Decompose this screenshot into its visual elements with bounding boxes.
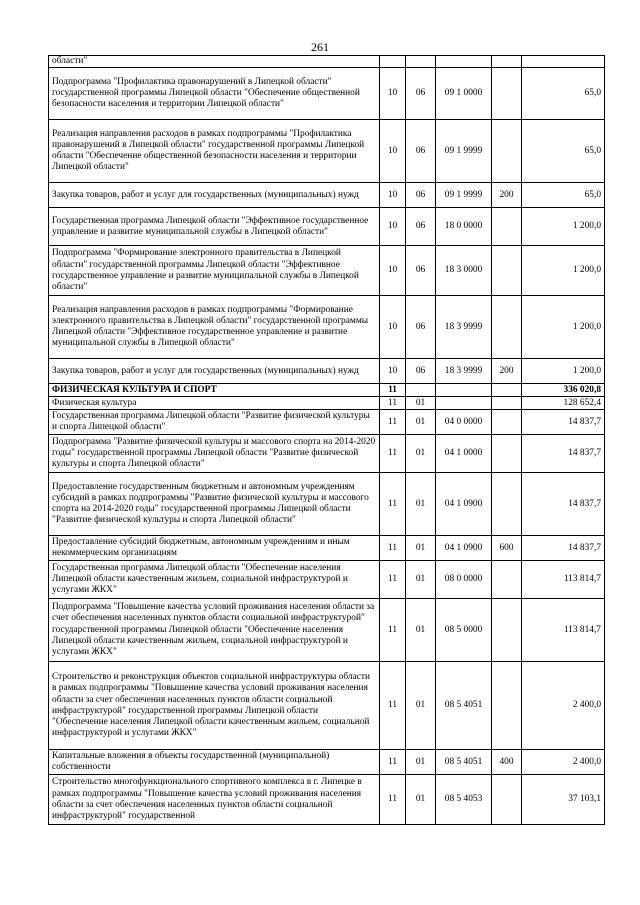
row-name-cell: Строительство и реконструкция объектов социальной инфраструктуры области в рамках подпрограммы "Повышение качества условий проживания населения области за счет обеспечения населенных пунктов области социальной инфраструктурой" государственной программы Липецкой области "Обеспечение населения Липецкой области качественным жильем, социальной инфраструктурой и услугами ЖКХ" — [49, 662, 380, 750]
table-row — [49, 397, 605, 410]
row-expense-type-cell — [492, 296, 522, 359]
table-row — [49, 536, 605, 561]
row-amount-cell: 1 200,0 — [522, 208, 605, 246]
table-row — [49, 359, 605, 384]
row-subsection-cell: 01 — [406, 561, 436, 599]
row-section-cell: 10 — [380, 120, 406, 183]
row-subsection-cell: 06 — [406, 208, 436, 246]
table-row — [49, 246, 605, 296]
row-name-cell: Государственная программа Липецкой области "Эффективное государственное управление и развитие муниципальной службы в Липецкой области" — [49, 208, 380, 246]
row-target-article-cell: 18 3 9999 — [436, 296, 492, 359]
row-name-cell: области" — [49, 56, 380, 68]
row-expense-type-cell — [492, 473, 522, 536]
row-expense-type-cell — [492, 410, 522, 435]
row-expense-type-cell: 200 — [492, 183, 522, 208]
row-subsection-cell: 01 — [406, 599, 436, 662]
row-expense-type-cell — [492, 561, 522, 599]
row-amount-cell: 65,0 — [522, 68, 605, 120]
row-subsection-cell: 06 — [406, 120, 436, 183]
row-target-article-cell — [436, 56, 492, 68]
table-row — [49, 68, 605, 120]
row-name-cell: Подпрограмма "Формирование электронного правительства в Липецкой области" государственной программы Липецкой области "Эффективное государственное управление и развитие муниципальной службы в Липецкой области" — [49, 246, 380, 296]
row-name-cell: Предоставление государственным бюджетным и автономным учреждениям субсидий в рамках подпрограммы "Развитие физической культуры и массового спорта на 2014-2020 годы" государственной программы Липецкой области "Развитие физической культуры и спорта Липецкой области" — [49, 473, 380, 536]
row-expense-type-cell: 600 — [492, 536, 522, 561]
row-expense-type-cell — [492, 435, 522, 473]
row-target-article-cell: 04 0 0000 — [436, 410, 492, 435]
row-name-cell: Физическая культура — [49, 397, 380, 410]
row-subsection-cell: 06 — [406, 246, 436, 296]
row-section-cell: 11 — [380, 750, 406, 775]
row-name-cell: Подпрограмма "Повышение качества условий проживания населения области за счет обеспечения населенных пунктов области социальной инфраструктурой" государственной программы Липецкой области "Обеспечение населения Липецкой области качественным жильем, социальной инфраструктурой и услугами ЖКХ" — [49, 599, 380, 662]
row-target-article-cell: 09 1 9999 — [436, 183, 492, 208]
row-subsection-cell: 06 — [406, 296, 436, 359]
row-section-cell: 11 — [380, 536, 406, 561]
row-amount-cell: 14 837,7 — [522, 536, 605, 561]
row-expense-type-cell — [492, 56, 522, 68]
row-section-cell: 10 — [380, 246, 406, 296]
row-name-cell: Предоставление субсидий бюджетным, автономным учреждениям и иным некоммерческим организациям — [49, 536, 380, 561]
row-section-cell: 11 — [380, 561, 406, 599]
row-amount-cell: 65,0 — [522, 183, 605, 208]
row-subsection-cell: 01 — [406, 536, 436, 561]
row-subsection-cell: 01 — [406, 410, 436, 435]
table-row — [49, 208, 605, 246]
page-number: 261 — [311, 40, 329, 54]
row-amount-cell: 37 103,1 — [522, 775, 605, 825]
row-target-article-cell: 18 3 9999 — [436, 359, 492, 384]
row-target-article-cell: 04 1 0900 — [436, 473, 492, 536]
row-target-article-cell: 08 5 0000 — [436, 599, 492, 662]
table-row — [49, 561, 605, 599]
table-row — [49, 775, 605, 825]
row-expense-type-cell — [492, 662, 522, 750]
row-name-cell: Реализация направления расходов в рамках подпрограммы "Профилактика правонарушений в Липецкой области" государственной программы Липецкой области "Обеспечение общественной безопасности населения и территории Липецкой области" — [49, 120, 380, 183]
row-target-article-cell: 08 5 4051 — [436, 662, 492, 750]
row-expense-type-cell — [492, 120, 522, 183]
table-row — [49, 296, 605, 359]
row-section-cell: 11 — [380, 410, 406, 435]
row-name-cell: Строительство многофункционального спортивного комплекса в г. Липецке в рамках подпрограммы "Повышение качества условий проживания населения области за счет обеспечения населенных пунктов области социальной инфраструктурой" государственной — [49, 775, 380, 825]
row-amount-cell: 128 652,4 — [522, 397, 605, 410]
row-target-article-cell: 09 1 9999 — [436, 120, 492, 183]
row-target-article-cell — [436, 384, 492, 397]
row-expense-type-cell — [492, 384, 522, 397]
table-row — [49, 384, 605, 397]
row-expense-type-cell — [492, 775, 522, 825]
row-section-cell: 11 — [380, 662, 406, 750]
row-subsection-cell — [406, 384, 436, 397]
row-section-cell — [380, 56, 406, 68]
row-name-cell: Государственная программа Липецкой области "Развитие физической культуры и спорта Липецкой области" — [49, 410, 380, 435]
budget-table — [48, 55, 605, 825]
table-row — [49, 435, 605, 473]
row-amount-cell: 1 200,0 — [522, 246, 605, 296]
row-subsection-cell: 01 — [406, 775, 436, 825]
row-expense-type-cell — [492, 208, 522, 246]
row-subsection-cell: 06 — [406, 359, 436, 384]
row-expense-type-cell: 400 — [492, 750, 522, 775]
row-name-cell: Капитальные вложения в объекты государственной (муниципальной) собственности — [49, 750, 380, 775]
table-row — [49, 410, 605, 435]
row-amount-cell: 2 400,0 — [522, 750, 605, 775]
row-name-cell: Закупка товаров, работ и услуг для государственных (муниципальных) нужд — [49, 359, 380, 384]
row-amount-cell: 65,0 — [522, 120, 605, 183]
row-name-cell: Подпрограмма "Профилактика правонарушений в Липецкой области" государственной программы Липецкой области "Обеспечение общественной безопасности населения и территории Липецкой области" — [49, 68, 380, 120]
row-amount-cell: 1 200,0 — [522, 296, 605, 359]
row-name-cell: Государственная программа Липецкой области "Обеспечение населения Липецкой области качественным жильем, социальной инфраструктурой и услугами ЖКХ" — [49, 561, 380, 599]
row-amount-cell: 14 837,7 — [522, 473, 605, 536]
row-section-cell: 11 — [380, 384, 406, 397]
row-subsection-cell — [406, 56, 436, 68]
row-subsection-cell: 01 — [406, 435, 436, 473]
row-target-article-cell: 18 0 0000 — [436, 208, 492, 246]
table-row — [49, 750, 605, 775]
row-section-cell: 11 — [380, 473, 406, 536]
row-section-cell: 10 — [380, 68, 406, 120]
row-name-cell: Закупка товаров, работ и услуг для государственных (муниципальных) нужд — [49, 183, 380, 208]
row-amount-cell: 113 814,7 — [522, 599, 605, 662]
row-expense-type-cell — [492, 246, 522, 296]
table-row — [49, 183, 605, 208]
row-amount-cell: 336 020,8 — [522, 384, 605, 397]
table-row — [49, 662, 605, 750]
row-target-article-cell: 09 1 0000 — [436, 68, 492, 120]
row-target-article-cell: 08 5 4051 — [436, 750, 492, 775]
row-section-cell: 10 — [380, 208, 406, 246]
row-subsection-cell: 06 — [406, 183, 436, 208]
table-row — [49, 120, 605, 183]
row-section-cell: 11 — [380, 599, 406, 662]
table-row — [49, 473, 605, 536]
row-target-article-cell: 08 5 4053 — [436, 775, 492, 825]
table-row — [49, 56, 605, 68]
row-section-cell: 11 — [380, 397, 406, 410]
row-name-cell: Реализация направления расходов в рамках подпрограммы "Формирование электронного правительства в Липецкой области" государственной программы Липецкой области "Эффективное государственное управление и развитие муниципальной службы в Липецкой области" — [49, 296, 380, 359]
row-amount-cell: 2 400,0 — [522, 662, 605, 750]
row-expense-type-cell: 200 — [492, 359, 522, 384]
row-section-cell: 10 — [380, 359, 406, 384]
row-target-article-cell: 04 1 0900 — [436, 536, 492, 561]
row-target-article-cell: 18 3 0000 — [436, 246, 492, 296]
row-target-article-cell: 08 0 0000 — [436, 561, 492, 599]
row-subsection-cell: 01 — [406, 662, 436, 750]
row-subsection-cell: 06 — [406, 68, 436, 120]
row-expense-type-cell — [492, 397, 522, 410]
row-amount-cell: 1 200,0 — [522, 359, 605, 384]
row-subsection-cell: 01 — [406, 397, 436, 410]
row-section-cell: 10 — [380, 183, 406, 208]
row-section-cell: 10 — [380, 296, 406, 359]
row-target-article-cell — [436, 397, 492, 410]
row-amount-cell — [522, 56, 605, 68]
row-expense-type-cell — [492, 68, 522, 120]
row-amount-cell: 14 837,7 — [522, 435, 605, 473]
row-section-cell: 11 — [380, 435, 406, 473]
row-amount-cell: 14 837,7 — [522, 410, 605, 435]
row-target-article-cell: 04 1 0000 — [436, 435, 492, 473]
row-amount-cell: 113 814,7 — [522, 561, 605, 599]
table-row — [49, 599, 605, 662]
row-name-cell: ФИЗИЧЕСКАЯ КУЛЬТУРА И СПОРТ — [49, 384, 380, 397]
row-section-cell: 11 — [380, 775, 406, 825]
row-expense-type-cell — [492, 599, 522, 662]
row-subsection-cell: 01 — [406, 473, 436, 536]
budget-table-body — [49, 56, 605, 825]
row-name-cell: Подпрограмма "Развитие физической культуры и массового спорта на 2014-2020 годы" государственной программы Липецкой области "Развитие физической культуры и спорта Липецкой области" — [49, 435, 380, 473]
row-subsection-cell: 01 — [406, 750, 436, 775]
